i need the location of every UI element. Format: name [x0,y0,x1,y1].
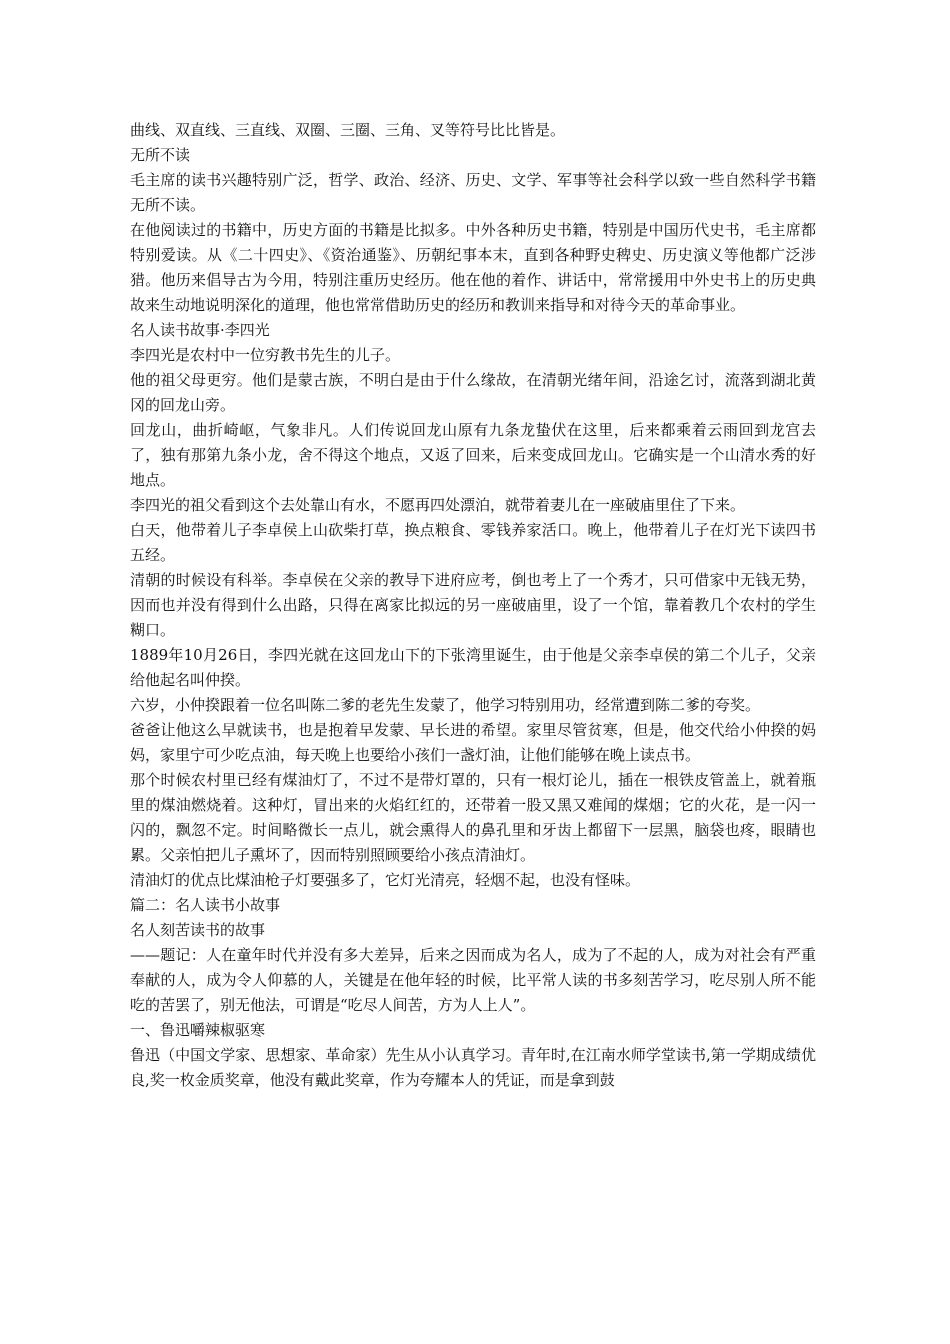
paragraph-daytime-work: 白天，他带着儿子李卓侯上山砍柴打草，换点粮食、零钱养家活口。晚上，他带着儿子在灯光下读四书五经。 [130,521,816,564]
paragraph-lu-xun-study: 鲁迅（中国文学家、思想家、革命家）先生从小认真学习。青年时,在江南水师学堂读书,第一学期成绩优良,奖一枚金质奖章，他没有戴此奖章，作为夸耀本人的凭证，而是拿到鼓 [130,1046,816,1089]
paragraph-huilong-mountain: 回龙山，曲折崎岖，气象非凡。人们传说回龙山原有九条龙蛰伏在这里，后来都乘着云雨回到龙宫去了，独有那第九条小龙，舍不得这个地点，又返了回来，后来变成回龙山。它确实是一个山清水秀的好地点。 [130,421,816,489]
paragraph-imperial-exam: 清朝的时候设有科举。李卓侯在父亲的教导下进府应考，倒也考上了一个秀才，只可借家中无钱无势，因而也并没有得到什么出路，只得在离家比拟远的另一座破庙里，设了一个馆，靠着教几个农村的学生糊口。 [130,571,816,639]
heading-diligent-reading: 名人刻苦读书的故事 [130,921,266,939]
document-page [130,118,816,1093]
paragraph-history-books: 在他阅读过的书籍中，历史方面的书籍是比拟多。中外各种历史书籍，特别是中国历代史书，毛主席都特别爱读。从《二十四史》、《资治通鉴》、历朝纪事本末，直到各种野史稗史、历史演义等他都广泛涉猎。他历来倡导古为今用，特别注重历史经历。他在他的着作、讲话中，常常援用中外史书上的历史典故来生动地说明深化的道理，他也常常借助历史的经历和教训来指导和对待今天的革命事业。 [130,221,816,314]
paragraph-li-siguang-origin: 李四光是农村中一位穷教书先生的儿子。 [130,346,401,364]
paragraph-settle-temple: 李四光的祖父看到这个去处靠山有水，不愿再四处漂泊，就带着妻儿在一座破庙里住了下来。 [130,496,746,514]
heading-wide-reading: 无所不读 [130,146,191,164]
paragraph-symbols: 曲线、双直线、三直线、双圈、三圈、三角、叉等符号比比皆是。 [130,121,566,139]
paragraph-father-hope: 爸爸让他这么早就读书，也是抱着早发蒙、早长进的希望。家里尽管贫寒，但是，他交代给小仲揆的妈妈，家里宁可少吃点油，每天晚上也要给小孩们一盏灯油，让他们能够在晚上读点书。 [130,721,816,764]
paragraph-oil-lamp: 清油灯的优点比煤油枪子灯要强多了，它灯光清亮，轻烟不起，也没有怪味。 [130,871,641,889]
paragraph-early-school: 六岁，小仲揆跟着一位名叫陈二爹的老先生发蒙了，他学习特别用功，经常遭到陈二爹的夸奖。 [130,696,761,714]
heading-li-siguang-story: 名人读书故事·李四光 [130,321,270,339]
heading-lu-xun: 一、鲁迅嚼辣椒驱寒 [130,1021,266,1039]
paragraph-birth: 1889年10月26日，李四光就在这回龙山下的下张湾里诞生，由于他是父亲李卓侯的第二个儿子，父亲给他起名叫仲揆。 [130,646,816,689]
paragraph-reading-interest: 毛主席的读书兴趣特别广泛，哲学、政治、经济、历史、文学、军事等社会科学以致一些自然科学书籍无所不读。 [130,171,816,214]
paragraph-grandparents: 他的祖父母更穷。他们是蒙古族，不明白是由于什么缘故，在清朝光绪年间，沿途乞讨，流落到湖北黄冈的回龙山旁。 [130,371,816,414]
paragraph-epigraph: ——题记：人在童年时代并没有多大差异，后来之因而成为名人，成为了不起的人，成为对社会有严重奉献的人，成为令人仰慕的人，关键是在他年轻的时候，比平常人读的书多刻苦学习，吃尽别人所不能吃的苦罢了，别无他法，可谓是“吃尽人间苦，方为人上人”。 [130,946,816,1014]
paragraph-kerosene-lamp: 那个时候农村里已经有煤油灯了，不过不是带灯罩的，只有一根灯论儿，插在一根铁皮管盖上，就着瓶里的煤油燃烧着。这种灯，冒出来的火焰红红的，还带着一股又黑又难闻的煤烟；它的火花，是一闪一闪的，飘忽不定。时间略微长一点儿，就会熏得人的鼻孔里和牙齿上都留下一层黑，脑袋也疼，眼睛也累。父亲怕把儿子熏坏了，因而特别照顾要给小孩点清油灯。 [130,771,816,864]
heading-part-two: 篇二：名人读书小故事 [130,896,281,914]
